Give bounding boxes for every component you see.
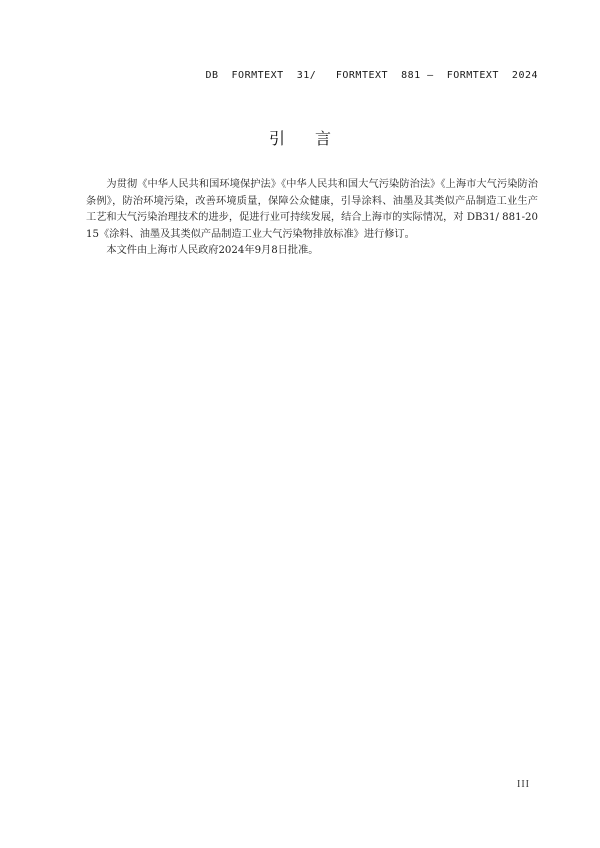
standard-code-header: DB FORMTEXT 31/ FORMTEXT 881 — FORMTEXT 2024 bbox=[205, 70, 538, 81]
paragraph-purpose: 为贯彻《中华人民共和国环境保护法》《中华人民共和国大气污染防治法》《上海市大气污染防治条例》，防治环境污染，改善环境质量，保障公众健康，引导涂料、油墨及其类似产品制造工业生产工艺和大气污染治理技术的进步，促进行业可持续发展，结合上海市的实际情况，对 DB31/ 881-2015《涂料、油墨及其类似产品制造工业大气污染物排放标准》进行修订。 bbox=[86, 179, 538, 240]
header-divider bbox=[62, 86, 538, 87]
introduction-body bbox=[86, 177, 538, 260]
page-title: 引言 bbox=[268, 129, 361, 148]
page-number: III bbox=[517, 779, 530, 790]
paragraph-approval: 本文件由上海市人民政府2024年9月8日批准。 bbox=[106, 245, 319, 256]
